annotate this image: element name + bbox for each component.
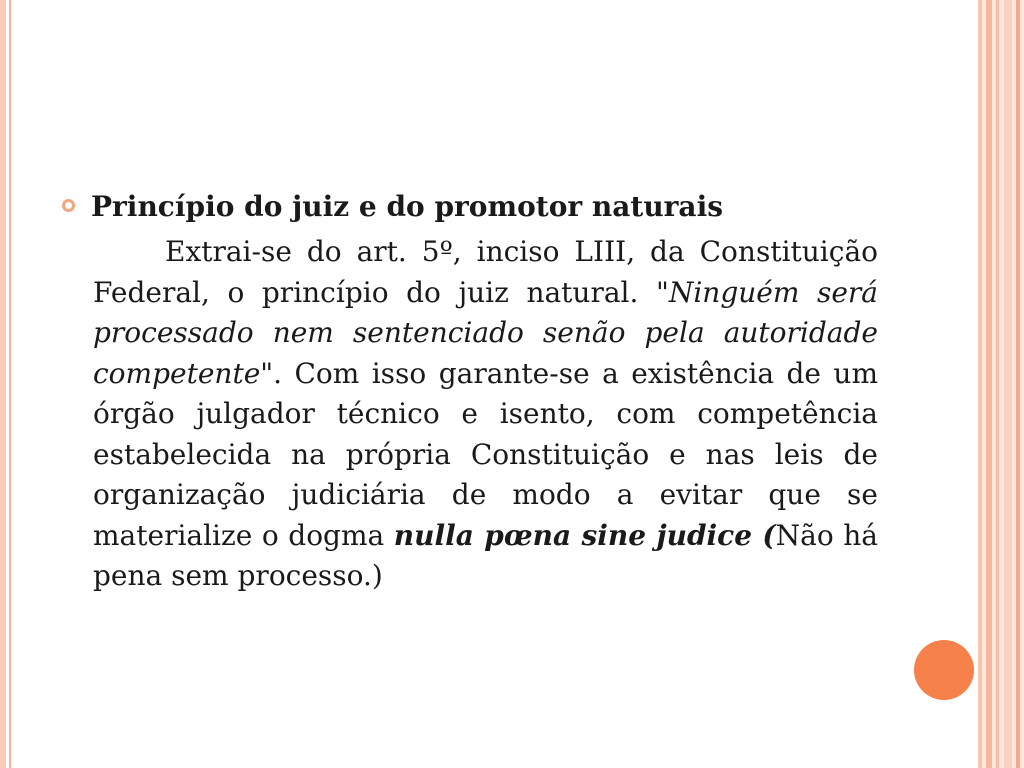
right-stripe: [978, 0, 982, 768]
paragraph-text-1: Extrai-se do art. 5º, inciso LIII, da Constituição Federal, o princípio do juiz natural. ": [93, 235, 878, 309]
right-stripe: [986, 0, 992, 768]
bullet-item: [62, 188, 878, 226]
quote-italic: Ninguém será processado nem sentenciado senão pela autoridade competente: [93, 275, 878, 390]
right-stripe: [996, 0, 999, 768]
left-border-decoration: [0, 0, 6, 768]
slide-heading: Princípio do juiz e do promotor naturais: [91, 190, 723, 223]
paragraph-text-3: Não há pena sem processo.): [93, 518, 878, 592]
latin-phrase: nulla pœna sine judice (: [393, 518, 776, 552]
decorative-circle: [914, 640, 974, 700]
left-border-line: [9, 0, 11, 768]
paragraph-text-2: ". Com isso garante-se a existência de um órgão julgador técnico e isento, com competência estabelecida na própria Constituição e nas leis de organização judiciária de modo a evitar que se materialize o dogma: [93, 356, 878, 552]
slide-content: [62, 188, 878, 597]
body-paragraph: [93, 232, 878, 597]
right-stripe: [1016, 0, 1020, 768]
bullet-ring-icon: [62, 199, 75, 212]
right-stripe: [1004, 0, 1012, 768]
